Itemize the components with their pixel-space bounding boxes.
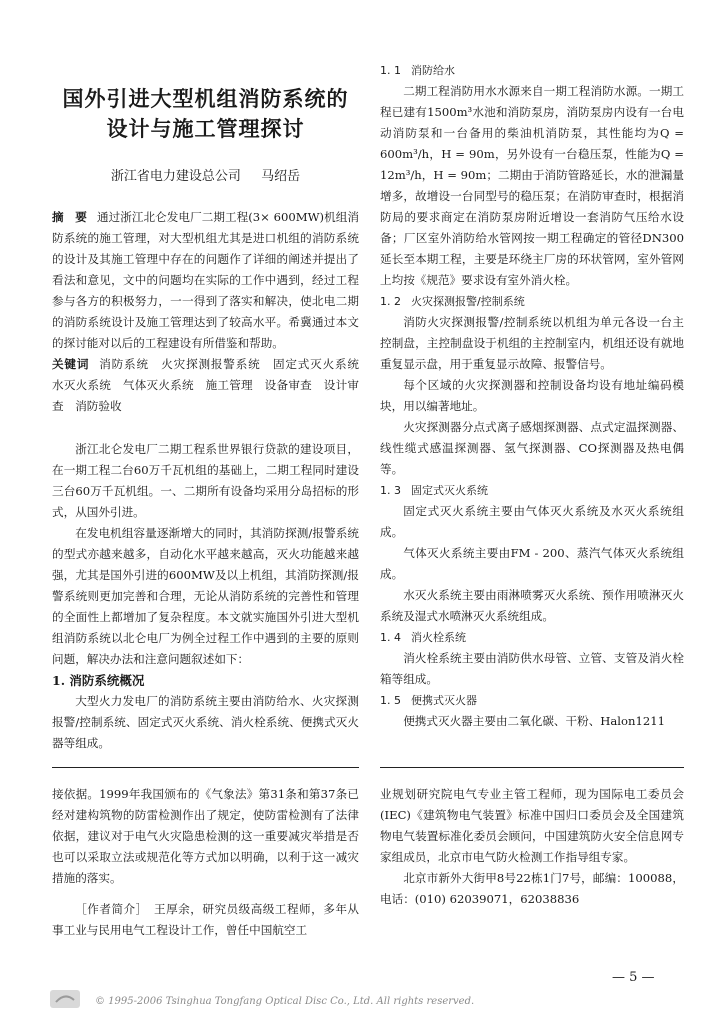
section-1-3-number: 1. 3 [380, 484, 401, 497]
abstract-text: 通过浙江北仑发电厂二期工程(3× 600MW)机组消防系统的施工管理，对大型机组尤其是进口机组的消防系统的设计及其施工管理中存在的问题作了详细的阐述并提出了看法和意见，文中的问题均在实际的工作中遇到，经过工程参与各方的积极努力，一一得到了落实和解决，使北电二期的消防系统设计及施工管理达到了较高水平。希冀通过本文的探讨能对以后的工程建设有所借鉴和帮助。 [52, 210, 359, 350]
section-1-3-title: 固定式灭火系统 [411, 484, 488, 497]
section-1-2-number: 1. 2 [380, 295, 401, 308]
section-1-3-paragraph-3: 水灭火系统主要由雨淋喷雾灭火系统、预作用喷淋灭火系统及湿式水喷淋灭火系统组成。 [380, 588, 684, 623]
section-1-2-paragraph-1: 消防火灾探测报警/控制系统以机组为单元各设一台主控制盘，主控制盘设于机组的主控制室内，机组还设有就地重复显示盘，用于重复显示故障、报警信号。 [380, 315, 684, 371]
section-1-3-paragraph-2: 气体灭火系统主要由FM - 200、蒸汽气体灭火系统组成。 [380, 546, 684, 581]
article-title-line1: 国外引进大型机组消防系统的 [62, 87, 349, 111]
publisher-logo-icon [50, 990, 80, 1008]
author-name: 马绍岳 [261, 169, 301, 184]
section-1-5-heading [380, 690, 684, 711]
section-1-5-paragraph: 便携式灭火器主要由二氧化碳、干粉、Halon1211 [403, 714, 665, 728]
copyright-footer: © 1995-2006 Tsinghua Tongfang Optical Disc Co., Ltd. All rights reserved. [95, 996, 475, 1007]
abstract [52, 207, 359, 354]
section-1-2-paragraph-2: 每个区域的火灾探测器和控制设备均设有地址编码模块，用以编著地址。 [380, 378, 684, 413]
section-1-1-heading [380, 60, 684, 81]
other-article-right [380, 784, 684, 910]
organization: 浙江省电力建设总公司 [110, 169, 241, 184]
section-1-2-title: 火灾探测报警/控制系统 [411, 295, 525, 308]
section-1-5-title: 便携式灭火器 [411, 694, 477, 707]
other-article-left [52, 784, 359, 941]
other-article-paragraph: 接依据。1999年我国颁布的《气象法》第31条和第37条已经对建构筑物的防雷检测作出了规定，使防雷检测有了法律依据，建议对于电气火灾隐患检测的这一重要减灾举措是否也可以采取立法或规范化等方式加以明确，以利于这一减灾措施的落实。 [52, 787, 359, 885]
author-intro: ［作者简介］ 王厚余，研究员级高级工程师，多年从事工业与民用电气工程设计工作，曾任中国航空工 [52, 902, 359, 937]
section-1-1-title: 消防给水 [411, 64, 455, 77]
other-article-bio: 业规划研究院电气专业主管工程师，现为国际电工委员会(IEC)《建筑物电气装置》标准中国归口委员会及全国建筑物电气装置标准化委员会顾问，中国建筑防火安全信息网专家组成员，北京市电气防火检测工作指导组专家。 [380, 787, 684, 864]
section-1-3-paragraph-1: 固定式灭火系统主要由气体灭火系统及水灭火系统组成。 [380, 504, 684, 539]
contact-info: 北京市新外大街甲8号22栋1门7号，邮编：100088，电话：(010) 62039071，62038836 [380, 871, 684, 906]
right-column [380, 60, 684, 732]
intro-paragraph-2: 在发电机组容量逐渐增大的同时，其消防探测/报警系统的型式亦越来越多，自动化水平越来越高，灭火功能越来越强，尤其是国外引进的600MW及以上机组，其消防探测/报警系统则更加完善和合理，无论从消防系统的完善性和管理的全面性上都增加了复杂程度。本文就实施国外引进大型机组消防系统以北仑电厂为例全过程工作中遇到的主要的原则问题，解决办法和注意问题叙述如下： [52, 526, 359, 666]
author-line [52, 166, 359, 187]
section-1-4-number: 1. 4 [380, 631, 401, 644]
section-1-3-heading [380, 480, 684, 501]
article-title-line2: 设计与施工管理探讨 [106, 117, 305, 141]
keywords-text: 消防系统 火灾探测报警系统 固定式灭火系统 水灭火系统 气体灭火系统 施工管理 设备审查 设计审查 消防验收 [52, 357, 371, 413]
page-number: — 5 — [612, 970, 655, 985]
divider-right [380, 767, 684, 768]
section-1-2-paragraph-3: 火灾探测器分点式离子感烟探测器、点式定温探测器、线性缆式感温探测器、氢气探测器、CO探测器及热电偶等。 [380, 420, 684, 476]
abstract-label: 摘 要 [52, 210, 87, 224]
divider-left [52, 767, 359, 768]
section-1-2-heading [380, 291, 684, 312]
intro-paragraph-1: 浙江北仑发电厂二期工程系世界银行贷款的建设项目，在一期工程二台60万千瓦机组的基础上，二期工程同时建设三台60万千瓦机组。一、二期所有设备均采用分岛招标的形式，从国外引进。 [52, 442, 359, 519]
section-1-1-paragraph: 二期工程消防用水水源来自一期工程消防水源。一期工程已建有1500m³水池和消防泵房，消防泵房内设有一台电动消防泵和一台备用的柴油机消防泵，其性能均为Q = 600m³/h，H = 90m，另外设有一台稳压泵，性能为Q = 12m³/h，H = 90m；二期由于消防管路延长，水的泄漏量增多，故增设一台同型号的稳压泵；在消防审查时，根据消防局的要求商定在消防泵房附近增设一套消防气压给水设备；厂区室外消防给水管网按一期工程确定的管径DN300延长至本期工程，主要是环绕主厂房的环状管网，室外管网上均按《规范》要求设有室外消火栓。 [380, 84, 684, 287]
section-1-4-paragraph: 消火栓系统主要由消防供水母管、立管、支管及消火栓箱等组成。 [380, 651, 684, 686]
section-1-1-number: 1. 1 [380, 64, 401, 77]
keywords-label: 关键词 [52, 357, 90, 371]
section-1-heading: 1. 消防系统概况 [52, 673, 145, 688]
section-1-5-number: 1. 5 [380, 694, 401, 707]
section-1-4-heading [380, 627, 684, 648]
left-column [52, 60, 371, 754]
keywords [52, 354, 371, 417]
section-1-4-title: 消火栓系统 [411, 631, 466, 644]
section-1-paragraph: 大型火力发电厂的消防系统主要由消防给水、火灾探测报警/控制系统、固定式灭火系统、消火栓系统、便携式灭火器等组成。 [52, 694, 359, 750]
